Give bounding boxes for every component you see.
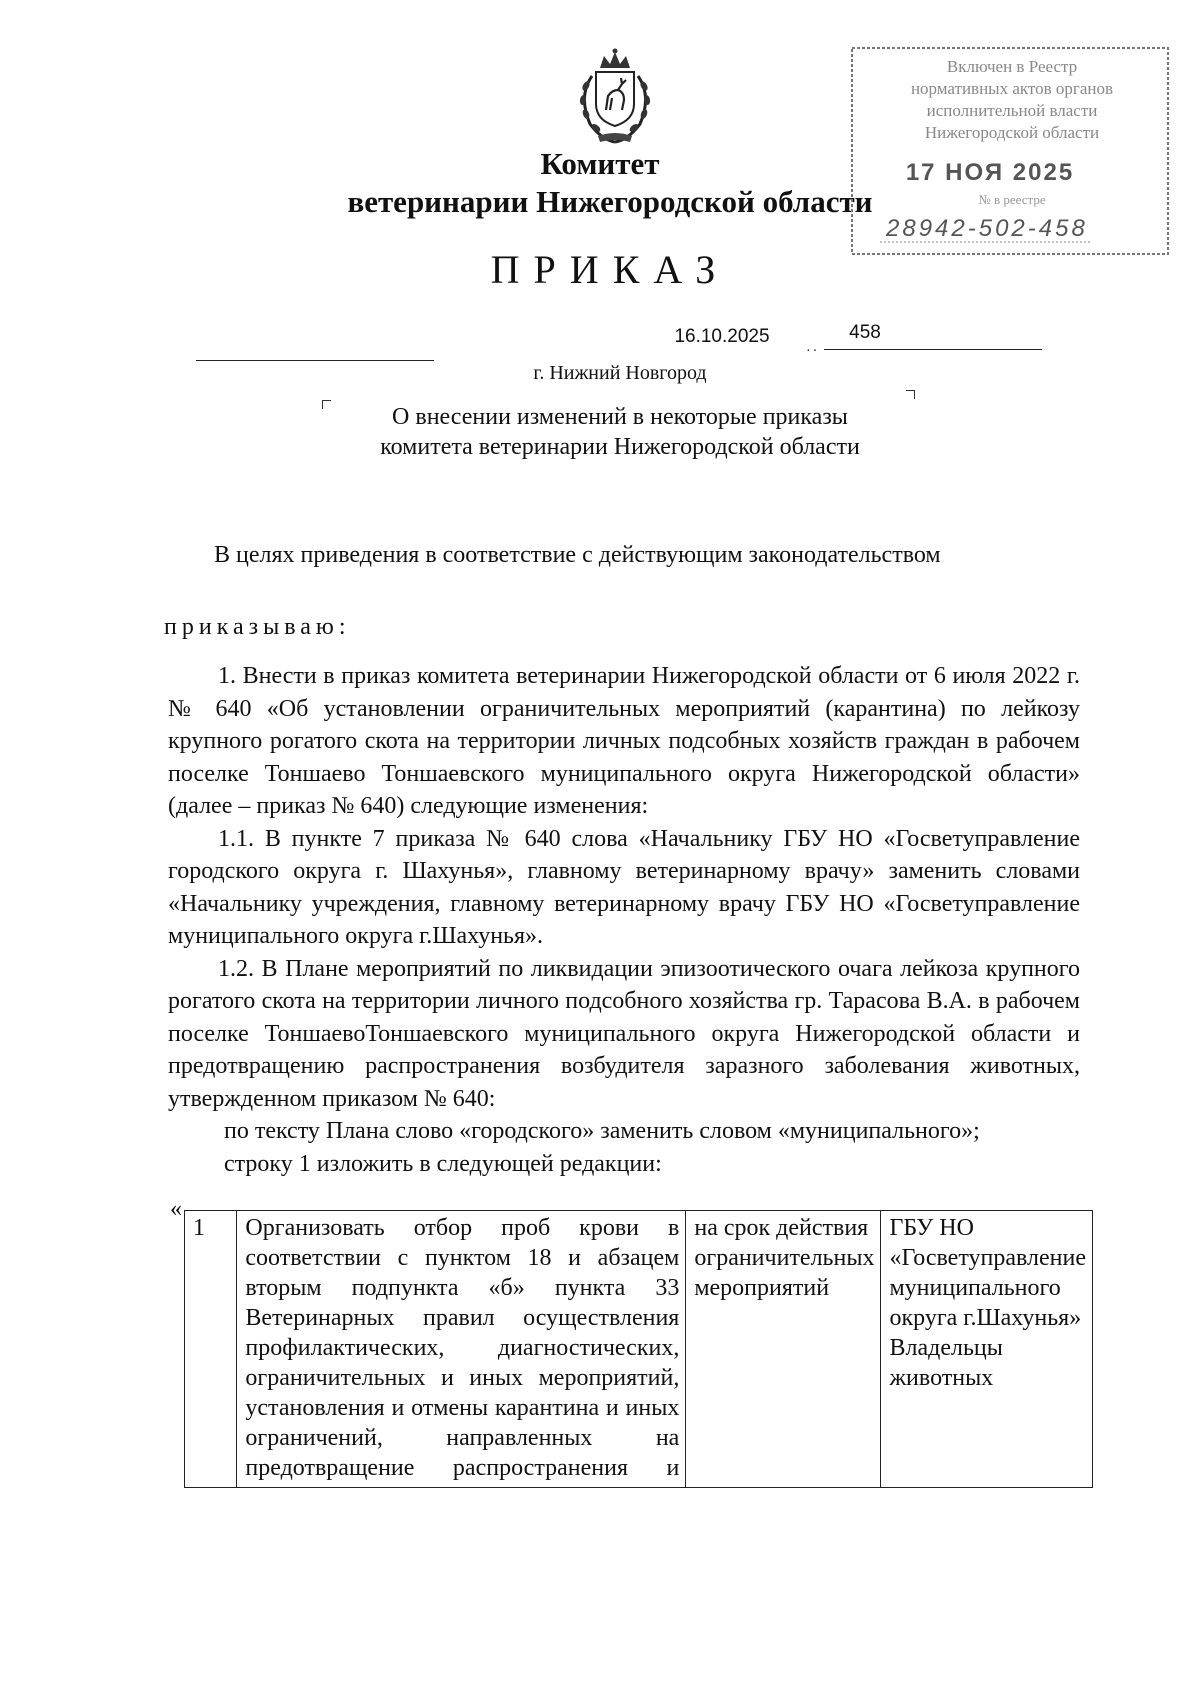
action-cell: Организовать отбор проб крови в соответствии с пунктом 18 и абзацем вторым подпункта «б» пункта 33 Ветеринарных правил осуществления профилактических, диагностических, ограничительных и иных мероприятий, установления и отмены карантина и иных ограничений, направленных на предотвращение распространения и bbox=[237, 1211, 686, 1488]
organization-name-line1: Комитет bbox=[540, 146, 660, 181]
paragraph-plan-text: по тексту Плана слово «городского» заменить словом «муниципального»; bbox=[224, 1118, 980, 1144]
number-underline bbox=[824, 349, 1042, 350]
quote-open-mark: « bbox=[170, 1196, 182, 1222]
coat-of-arms-icon bbox=[568, 46, 662, 148]
paragraph-row-intro: строку 1 изложить в следующей редакции: bbox=[224, 1150, 662, 1177]
decree-word: приказываю: bbox=[164, 614, 351, 640]
document-type-title: ПРИКАЗ bbox=[490, 247, 730, 292]
organization-name-line2: ветеринарии Нижегородской области bbox=[347, 184, 873, 219]
date-underline bbox=[196, 360, 434, 361]
stamp-line2: нормативных актов органов bbox=[910, 79, 1114, 98]
table-row bbox=[185, 1211, 1093, 1488]
order-body bbox=[168, 660, 1080, 1180]
stamp-line3: исполнительной власти bbox=[926, 101, 1098, 120]
number-prefix-dots: ·· bbox=[806, 344, 820, 359]
responsible-cell: ГБУ НО «Госветуправление муниципального округа г.Шахунья» Владельцы животных bbox=[881, 1211, 1093, 1488]
paragraph-1-1: 1.1. В пункте 7 приказа № 640 слова «Начальнику ГБУ НО «Госветуправление городского округа г. Шахунья», главному ветеринарному врачу» заменить словами «Начальнику учреждения, главному ветеринарному врачу ГБУ НО «Госветуправление муниципального округа г.Шахунья». bbox=[168, 825, 1080, 949]
subject-corner-left bbox=[322, 400, 331, 409]
subject-line2: комитета ветеринарии Нижегородской области bbox=[380, 434, 860, 460]
stamp-line1: Включен в Реестр bbox=[946, 57, 1078, 76]
plan-table bbox=[184, 1210, 1093, 1488]
order-city: г. Нижний Новгород bbox=[533, 362, 707, 384]
row-number-cell: 1 bbox=[185, 1211, 237, 1488]
subject-corner-right bbox=[906, 390, 915, 399]
paragraph-1-2: 1.2. В Плане мероприятий по ликвидации эпизоотического очага лейкоза крупного рогатого скота на территории личного подсобного хозяйства гр. Тарасова В.А. в рабочем поселке ТоншаевоТоншаевского муниципального округа Нижегородской области и предотвращению распространения возбудителя заразного заболевания животных, утвержденном приказом № 640: bbox=[168, 955, 1080, 1112]
subject-line1: О внесении изменений в некоторые приказы bbox=[392, 404, 848, 430]
paragraph-1: 1. Внести в приказ комитета ветеринарии Нижегородской области от 6 июля 2022 г. № 640 «Об установлении ограничительных мероприятий (карантина) по лейкозу крупного рогатого скота на территории личных подсобных хозяйств граждан в рабочем поселке Тоншаево Тоншаевского муниципального округа Нижегородской области» (далее – приказ № 640) следующие изменения: bbox=[168, 663, 1080, 819]
stamp-number-label: № в реестре bbox=[978, 192, 1046, 207]
order-number: 458 bbox=[849, 322, 881, 343]
term-cell: на срок действия ограничительных мероприятий bbox=[686, 1211, 881, 1488]
registry-stamp bbox=[850, 44, 1172, 258]
stamp-date: 17 НОЯ 2025 bbox=[905, 159, 1075, 186]
stamp-registry-number: 28942-502-458 bbox=[886, 215, 1088, 242]
preamble: В целях приведения в соответствие с действующим законодательством bbox=[214, 542, 941, 568]
order-date: 16.10.2025 bbox=[674, 326, 770, 347]
stamp-line4: Нижегородской области bbox=[924, 123, 1100, 142]
